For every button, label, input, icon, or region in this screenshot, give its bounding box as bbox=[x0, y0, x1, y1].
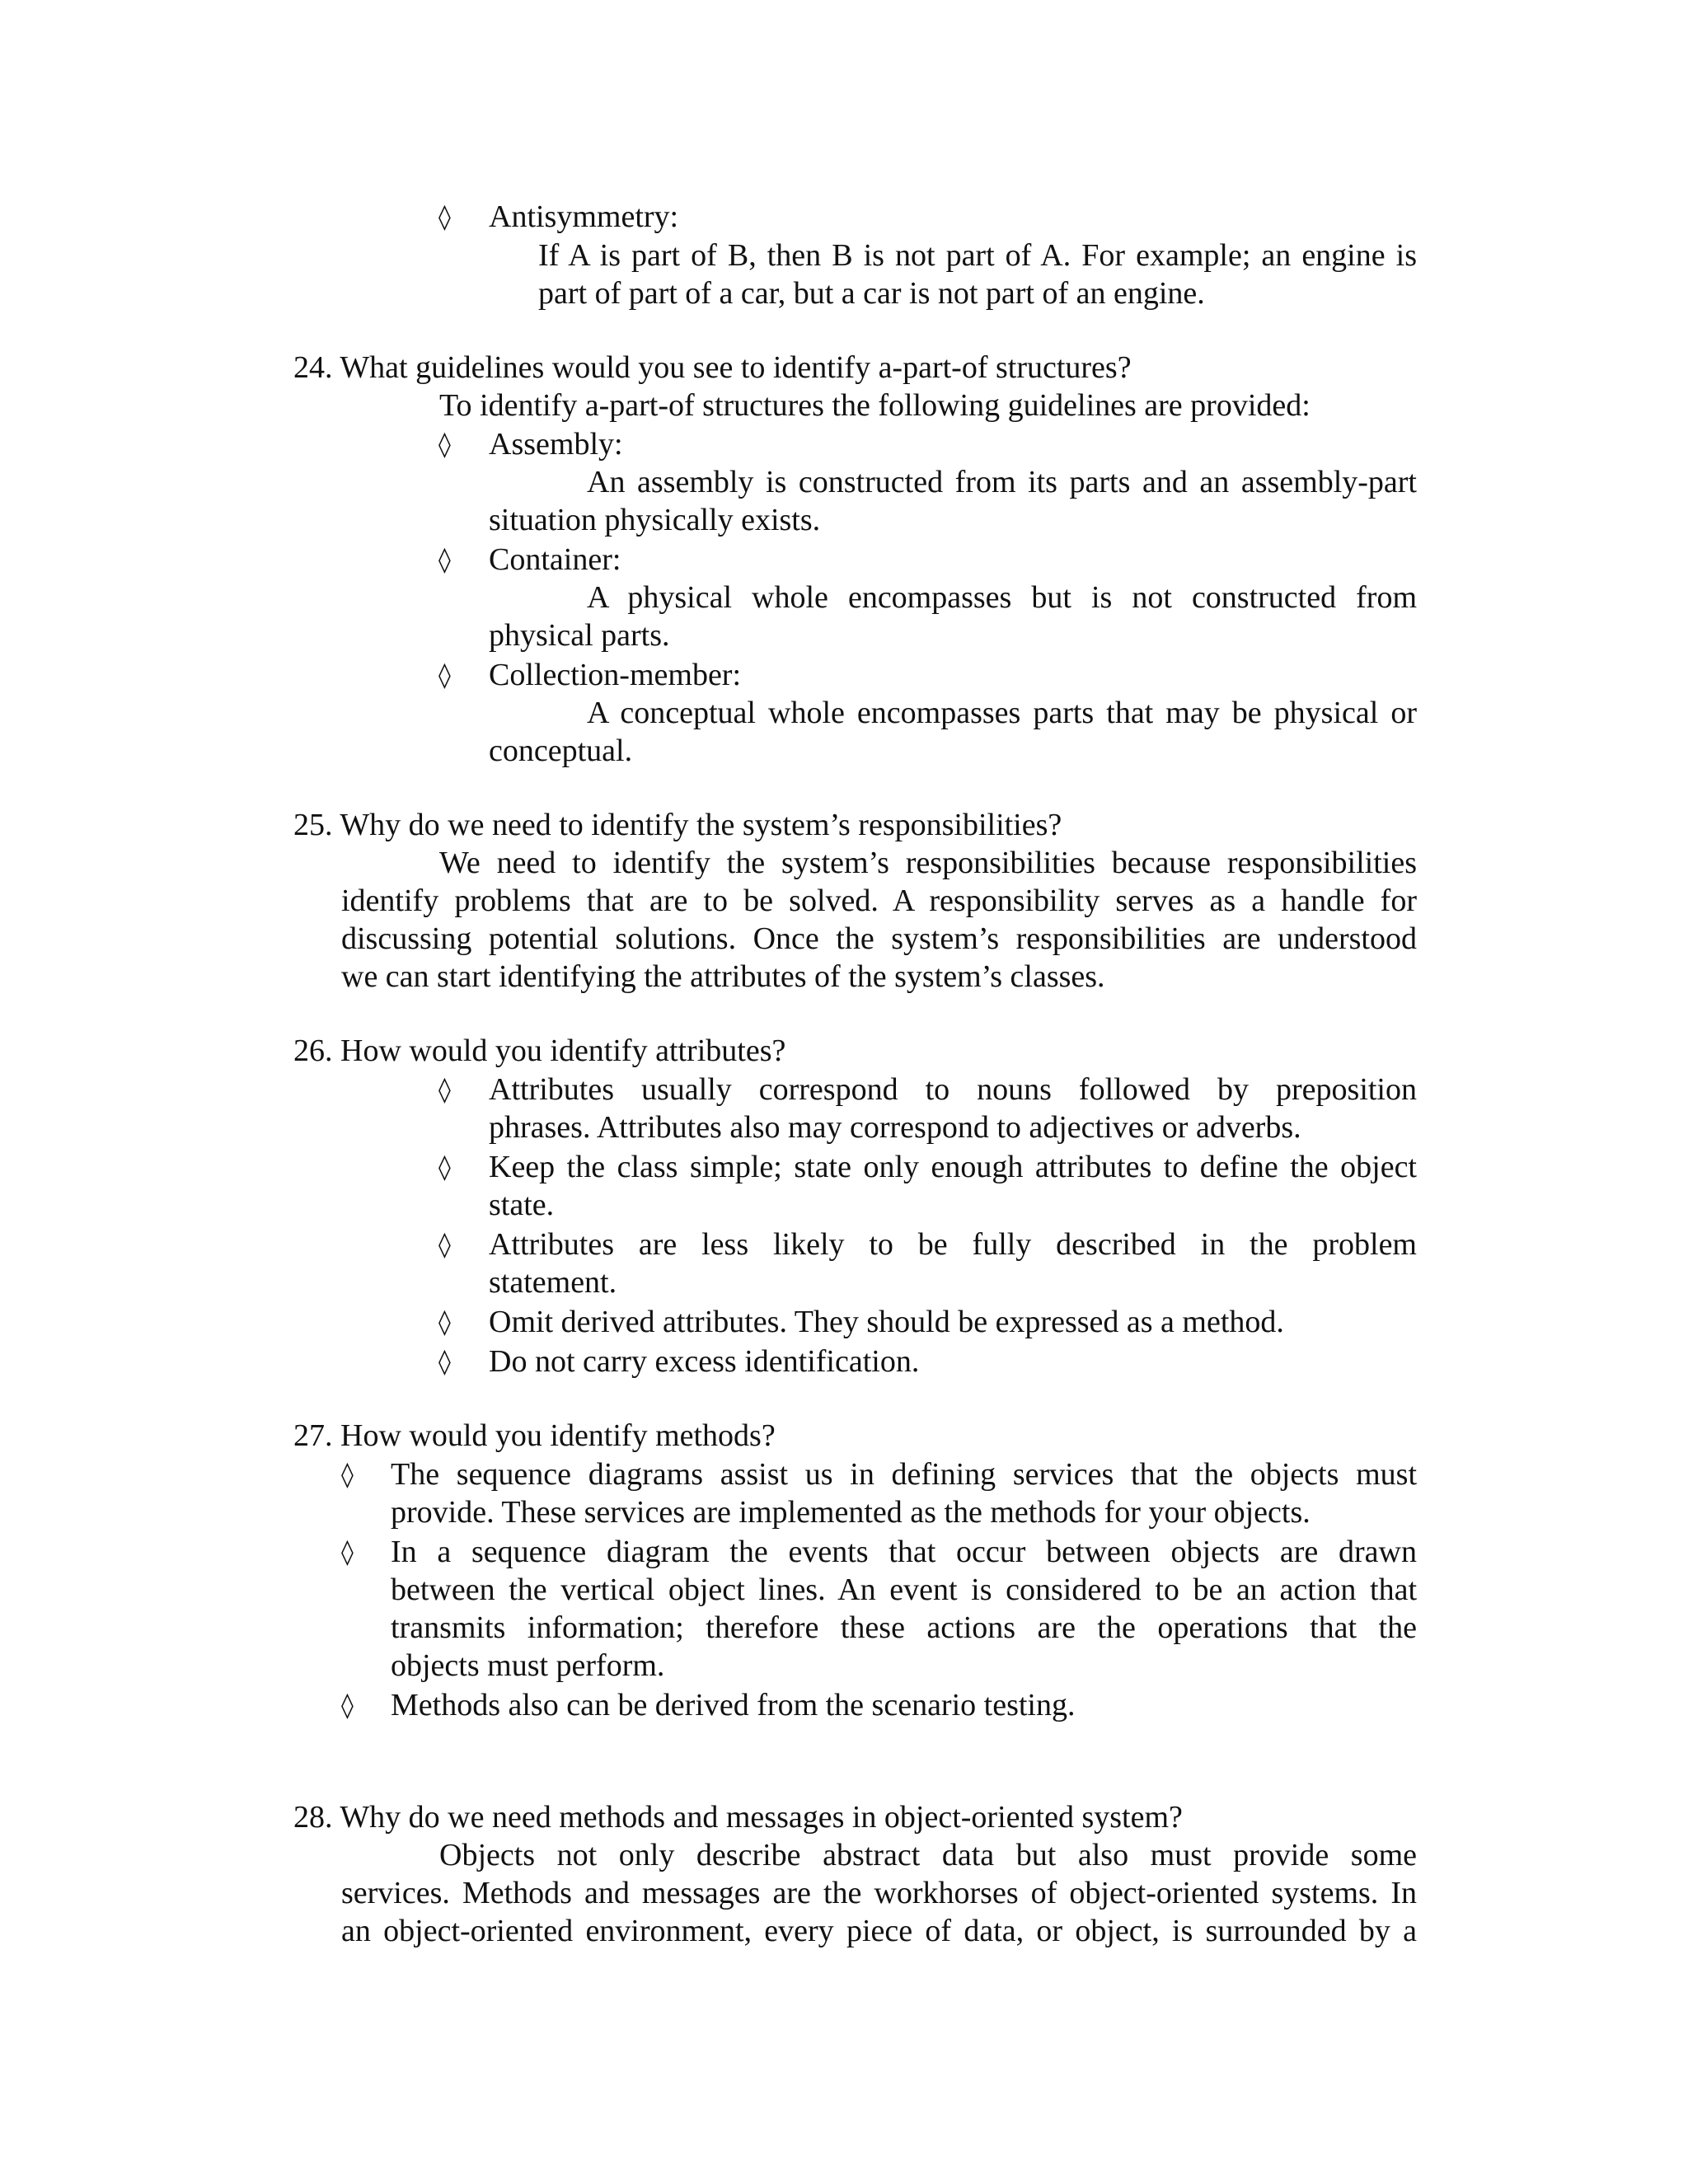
diamond-bullet-icon: ◊ bbox=[341, 1691, 354, 1720]
answer-text-line: services. Methods and messages are the workhorses of object-oriented systems. In bbox=[341, 1876, 1417, 1910]
list-item-line: Attributes are less likely to be fully described in the problem bbox=[489, 1227, 1417, 1262]
question-28-heading: 28. Why do we need methods and messages in object-oriented system? bbox=[293, 1800, 1183, 1835]
diamond-bullet-icon: ◊ bbox=[341, 1460, 354, 1489]
item-title: Assembly: bbox=[489, 427, 623, 462]
list-item-line: statement. bbox=[489, 1265, 617, 1300]
answer-text-line: discussing potential solutions. Once the system’s responsibilities are understood bbox=[341, 921, 1417, 956]
item-title: Antisymmetry: bbox=[489, 199, 679, 234]
answer-text-line: identify problems that are to be solved. A responsibility serves as a handle for bbox=[341, 883, 1417, 918]
item-text-line: A conceptual whole encompasses parts that may be physical or bbox=[587, 696, 1417, 730]
question-24-heading: 24. What guidelines would you see to identify a-part-of structures? bbox=[293, 350, 1132, 385]
item-text-line: physical parts. bbox=[489, 618, 670, 653]
diamond-bullet-icon: ◊ bbox=[438, 1153, 451, 1182]
diamond-bullet-icon: ◊ bbox=[438, 203, 451, 232]
question-24-intro: To identify a-part-of structures the following guidelines are provided: bbox=[439, 388, 1311, 423]
diamond-bullet-icon: ◊ bbox=[438, 546, 451, 574]
item-text-line: conceptual. bbox=[489, 733, 633, 768]
item-text-line: An assembly is constructed from its parts and an assembly-part bbox=[587, 465, 1417, 499]
diamond-bullet-icon: ◊ bbox=[438, 1230, 451, 1259]
list-item-line: Omit derived attributes. They should be expressed as a method. bbox=[489, 1305, 1284, 1339]
item-text-line: If A is part of B, then B is not part of A. For example; an engine is bbox=[538, 238, 1417, 273]
list-item-line: transmits information; therefore these actions are the operations that the bbox=[391, 1610, 1417, 1645]
list-item-line: Methods also can be derived from the scenario testing. bbox=[391, 1688, 1076, 1722]
item-title: Collection-member: bbox=[489, 658, 742, 692]
item-text-line: part of part of a car, but a car is not part of an engine. bbox=[538, 276, 1205, 311]
answer-text-line: Objects not only describe abstract data but also must provide some bbox=[439, 1838, 1417, 1872]
list-item-line: Attributes usually correspond to nouns followed by preposition bbox=[489, 1072, 1417, 1107]
question-26-heading: 26. How would you identify attributes? bbox=[293, 1033, 786, 1068]
list-item-line: between the vertical object lines. An event is considered to be an action that bbox=[391, 1572, 1417, 1607]
item-title: Container: bbox=[489, 542, 621, 577]
item-text-line: A physical whole encompasses but is not constructed from bbox=[587, 580, 1417, 615]
diamond-bullet-icon: ◊ bbox=[341, 1538, 354, 1567]
answer-text-line: We need to identify the system’s responsibilities because responsibilities bbox=[439, 846, 1417, 880]
answer-text-line: we can start identifying the attributes of the system’s classes. bbox=[341, 959, 1105, 994]
list-item-line: state. bbox=[489, 1188, 555, 1222]
question-27-heading: 27. How would you identify methods? bbox=[293, 1418, 776, 1453]
question-25-heading: 25. Why do we need to identify the system’s responsibilities? bbox=[293, 808, 1062, 842]
list-item-line: objects must perform. bbox=[391, 1648, 665, 1683]
diamond-bullet-icon: ◊ bbox=[438, 661, 451, 690]
answer-text-line: an object-oriented environment, every piece of data, or object, is surrounded by a bbox=[341, 1914, 1417, 1948]
list-item-line: In a sequence diagram the events that occur between objects are drawn bbox=[391, 1535, 1417, 1569]
list-item-line: provide. These services are implemented as the methods for your objects. bbox=[391, 1495, 1311, 1530]
diamond-bullet-icon: ◊ bbox=[438, 1347, 451, 1376]
item-text-line: situation physically exists. bbox=[489, 503, 821, 537]
list-item-line: phrases. Attributes also may correspond to adjectives or adverbs. bbox=[489, 1110, 1301, 1145]
diamond-bullet-icon: ◊ bbox=[438, 1308, 451, 1337]
diamond-bullet-icon: ◊ bbox=[438, 1076, 451, 1104]
list-item-line: Keep the class simple; state only enough attributes to define the object bbox=[489, 1150, 1417, 1184]
list-item-line: The sequence diagrams assist us in defining services that the objects must bbox=[391, 1457, 1417, 1492]
diamond-bullet-icon: ◊ bbox=[438, 430, 451, 459]
list-item-line: Do not carry excess identification. bbox=[489, 1344, 920, 1379]
